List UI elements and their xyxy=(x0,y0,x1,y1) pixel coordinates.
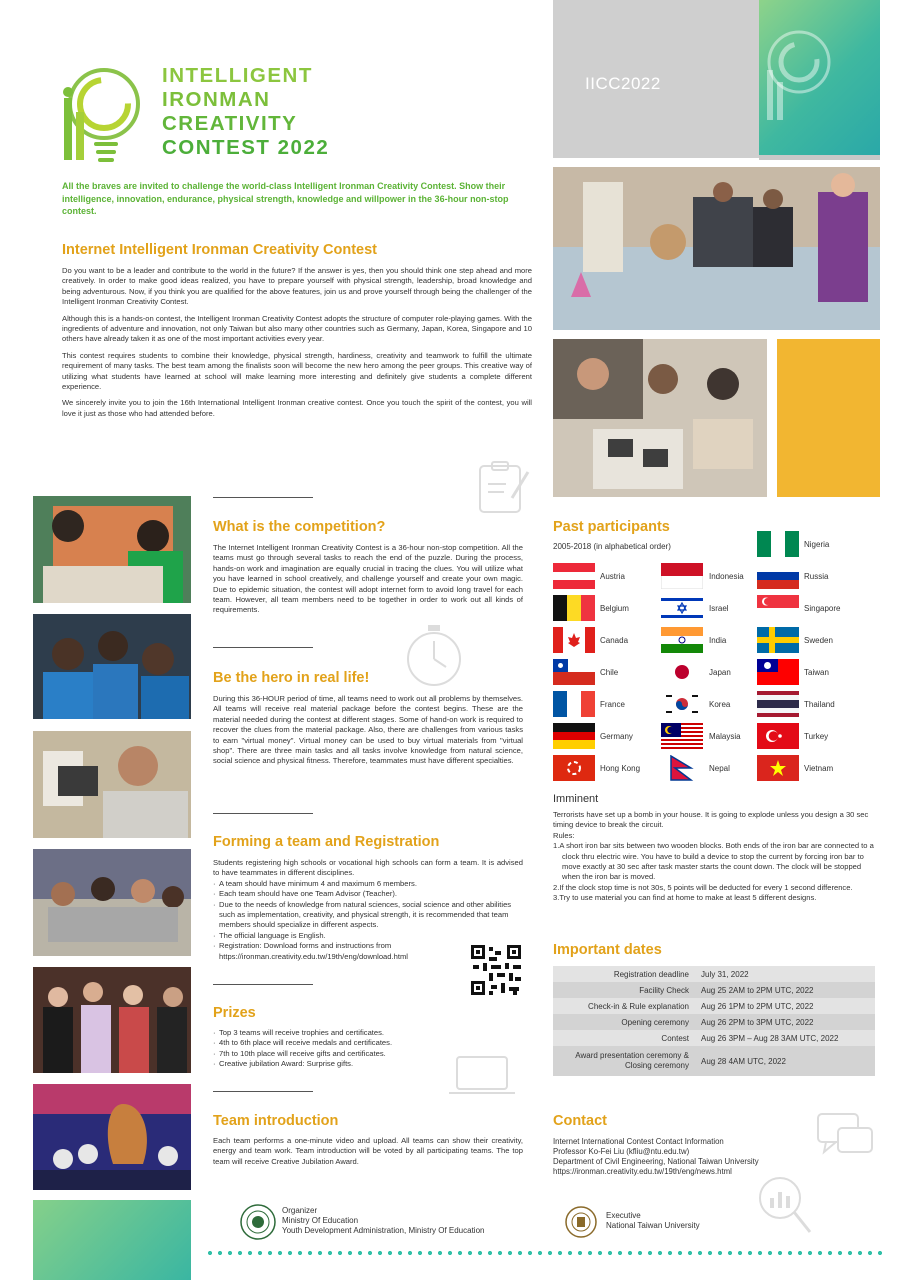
country-name: Taiwan xyxy=(804,668,829,677)
flag-russia-icon xyxy=(757,563,799,589)
photo-left-3 xyxy=(33,731,191,838)
flag-taiwan-icon xyxy=(757,659,799,685)
hero-text: During this 36-HOUR period of time, all teams need to work out all problems by themselves. All teams will receive real material package before the contest begins. These are the material needed during the contest at different stages. Some of hand-on work is required to recover the clues from the material package. Also, there are challenges from various tasks to earn "virtual money". Virtual money can be used to buy virtual materials from "virtual shop". There are three main tasks and all tasks involve knowledge from natural science, social science and physical fitness. Therefore, teammates must have different specialties. xyxy=(213,694,523,766)
tagline: All the braves are invited to challenge the world-class Intelligent Ironman Creativity Contest. Show their intelligence, innovation, endurance, physical strength, knowledge and willpower in the 36-hour non-stop contest. xyxy=(62,181,509,217)
country-name: Sweden xyxy=(804,636,833,645)
intro-body xyxy=(62,266,532,419)
divider xyxy=(213,1091,313,1092)
list-item: · Due to the needs of knowledge from natural sciences, social science and other abilities such as implementation, creativity, and physical strength, it is recommended that team members should specialize in different aspects. xyxy=(213,900,523,931)
executive-seal-icon xyxy=(565,1206,597,1243)
flag-canada-icon xyxy=(553,627,595,653)
past-title: Past participants xyxy=(553,519,670,535)
flag-indonesia-icon xyxy=(661,563,703,589)
country-name: Singapore xyxy=(804,604,841,613)
badge-panel xyxy=(553,0,759,158)
competition-title: What is the competition? xyxy=(213,519,386,535)
flag-malaysia-icon xyxy=(661,723,703,749)
photo-left-2 xyxy=(33,614,191,719)
imminent-intro: Terrorists have set up a bomb in your house. It is going to explode unless you design a 30 sec timing device to break the circuit. xyxy=(553,810,869,830)
photo-left-6 xyxy=(33,1084,191,1190)
flag-vietnam-icon xyxy=(757,755,799,781)
table-row xyxy=(553,1046,875,1076)
country-name: Korea xyxy=(709,700,731,709)
footer-dots xyxy=(205,1250,885,1256)
flag-japan-icon xyxy=(661,659,703,685)
table-row xyxy=(553,1014,875,1030)
country-name: France xyxy=(600,700,625,709)
flag-belgium-icon xyxy=(553,595,595,621)
contact-line: Internet International Contest Contact Information xyxy=(553,1137,724,1146)
list-item: · 4th to 6th place will receive medals and certificates. xyxy=(213,1038,513,1048)
clipboard-icon xyxy=(476,458,532,521)
country-name: Turkey xyxy=(804,732,829,741)
table-row xyxy=(553,966,875,982)
imminent-rule: 2.If the clock stop time is not 30s, 5 points will be deducted for every 1 second difference. xyxy=(553,882,853,892)
country-name: Hong Kong xyxy=(600,764,641,773)
magnifier-chart-icon xyxy=(754,1170,814,1245)
list-item: · Creative jubilation Award: Surprise gifts. xyxy=(213,1059,513,1069)
divider xyxy=(213,984,313,985)
country-name: Nepal xyxy=(709,764,730,773)
executive-label: Executive xyxy=(606,1211,641,1220)
team-intro-title: Team introduction xyxy=(213,1113,339,1129)
list-item: · Top 3 teams will receive trophies and certificates. xyxy=(213,1028,513,1038)
past-subtitle: 2005-2018 (in alphabetical order) xyxy=(553,542,671,551)
imminent-rules-label: Rules: xyxy=(553,830,575,840)
chat-bubble-icon xyxy=(816,1112,876,1167)
country-name: Malaysia xyxy=(709,732,741,741)
table-row xyxy=(553,998,875,1014)
list-item: · The official language is English. xyxy=(213,931,523,941)
organizer-line: Ministry Of Education xyxy=(282,1216,359,1225)
imminent-title: Imminent xyxy=(553,793,599,805)
accent-strip xyxy=(759,155,880,160)
country-name: Austria xyxy=(600,572,625,581)
gradient-panel xyxy=(759,0,880,155)
organizer-block xyxy=(282,1206,484,1236)
flag-israel-icon xyxy=(661,595,703,621)
divider xyxy=(213,813,313,814)
organizer-line: Youth Development Administration, Ministry Of Education xyxy=(282,1226,485,1235)
green-footer-block xyxy=(33,1200,191,1280)
country-name: Chile xyxy=(600,668,619,677)
photo-activity-2 xyxy=(553,339,767,497)
date-label: Award presentation ceremony & Closing ceremony xyxy=(575,1051,689,1070)
competition-text: The Internet Intelligent Ironman Creativity Contest is a 36-hour non-stop competition. All the teams must go through several tasks to reach the end of the puzzle. During the process, hands-on work and imagination are equally crucial in tracing the clues. You will utilize what you have learned in school creatively, and challenge yourself and create your own magic. Due to epidemic situation, the contest will adopt internet form to avoid long travel for each team. However, all team members need to be together in order to work out all kinds of requirements. xyxy=(213,543,523,615)
list-item: · Registration: Download forms and instructions from https://ironman.creativity.edu.tw/19th/eng/download.html xyxy=(213,941,463,962)
country-name: Indonesia xyxy=(709,572,744,581)
intro-paragraph: Do you want to be a leader and contribute to the world in the future? If the answer is yes, then you should think one step ahead and more creatively. In order to make good ideas realized, you have to prepare yourself with physical strength, leadership, broad knowledge and being adventurous. Now, if you think you are qualified for the above features, join us and prove yourself through being the challenger of the Intelligent Ironman Creativity Contest. xyxy=(62,266,532,307)
date-label: Check-in & Rule explanation xyxy=(588,1001,689,1011)
stopwatch-icon xyxy=(404,623,464,694)
photo-left-1 xyxy=(33,496,191,603)
date-value: Aug 26 3PM – Aug 28 3AM UTC, 2022 xyxy=(701,1033,839,1043)
orange-block xyxy=(777,339,880,497)
list-item: · Each team should have one Team Advisor (Teacher). xyxy=(213,889,523,899)
country-name: Nigeria xyxy=(804,540,830,549)
flag-austria-icon xyxy=(553,563,595,589)
contact-line: Department of Civil Engineering, National Taiwan University xyxy=(553,1157,759,1166)
country-name: Japan xyxy=(709,668,731,677)
logo-title-line: CREATIVITY xyxy=(162,112,298,135)
dates-title: Important dates xyxy=(553,942,662,958)
photo-activity-1 xyxy=(553,167,880,330)
date-value: Aug 26 2PM to 3PM UTC, 2022 xyxy=(701,1017,814,1027)
intro-title: Internet Intelligent Ironman Creativity Contest xyxy=(62,242,378,258)
date-value: July 31, 2022 xyxy=(701,969,749,979)
logo-title-line: CONTEST 2022 xyxy=(162,136,330,159)
bulb-watermark-icon xyxy=(759,0,880,155)
badge-text: IICC2022 xyxy=(585,74,661,93)
flag-korea-icon xyxy=(661,691,703,717)
prizes-title: Prizes xyxy=(213,1005,256,1021)
contact-line: Professor Ko-Fei Liu (kfliu@ntu.edu.tw) xyxy=(553,1147,690,1156)
team-title: Forming a team and Registration xyxy=(213,834,440,850)
contact-title: Contact xyxy=(553,1113,607,1129)
laptop-icon xyxy=(449,1053,519,1104)
country-name: Canada xyxy=(600,636,629,645)
country-name: Vietnam xyxy=(804,764,834,773)
flag-sweden-icon xyxy=(757,627,799,653)
logo-title xyxy=(162,64,382,160)
list-item: · A team should have minimum 4 and maximum 6 members. xyxy=(213,879,523,889)
date-label: Opening ceremony xyxy=(621,1017,689,1027)
divider xyxy=(213,497,313,498)
date-label: Facility Check xyxy=(639,985,689,995)
flag-hong-kong-icon xyxy=(553,755,595,781)
organizer-seal-icon xyxy=(240,1204,276,1245)
organizer-label: Organizer xyxy=(282,1206,318,1215)
team-intro-text: Each team performs a one-minute video and upload. All teams can show their creativity, energy and team work. Team introduction will be voted by all participating teams. The top team will receive Creative Jubilation Award. xyxy=(213,1136,523,1166)
date-value: Aug 25 2AM to 2PM UTC, 2022 xyxy=(701,985,814,995)
intro-paragraph: We sincerely invite you to join the 16th International Intelligent Ironman creative contest. Once you touch the spirit of the contest, you will love it just as those who had attended before. xyxy=(62,398,532,418)
imminent-rule: 3.Try to use material you can find at home to make at least 5 different designs. xyxy=(553,893,817,903)
executive-org: National Taiwan University xyxy=(606,1221,700,1230)
executive-block xyxy=(606,1211,700,1231)
country-name: Germany xyxy=(600,732,633,741)
country-name: Israel xyxy=(709,604,729,613)
contact-block xyxy=(553,1137,759,1177)
photo-left-4 xyxy=(33,849,191,956)
imminent-section xyxy=(553,810,878,904)
divider xyxy=(213,647,313,648)
photo-left-5 xyxy=(33,967,191,1073)
flag-nigeria-icon xyxy=(757,531,799,557)
date-label: Contest xyxy=(661,1033,689,1043)
flag-singapore-icon xyxy=(757,595,799,621)
flag-turkey-icon xyxy=(757,723,799,749)
flag-chile-icon xyxy=(553,659,595,685)
intro-paragraph: This contest requires students to combine their knowledge, physical strength, hardiness, creativity and teamwork to fulfill the ultimate requirement of many tasks. The best team among the finalists soon will become the new hero among the peer groups. This creative way of utilizing what students have learned at school will make learning more interesting and definitely give students a complete different experience. xyxy=(62,350,532,392)
flag-germany-icon xyxy=(553,723,595,749)
dates-table xyxy=(553,966,875,1076)
date-label: Registration deadline xyxy=(613,969,689,979)
flag-nepal-icon xyxy=(661,755,703,781)
flag-india-icon xyxy=(661,627,703,653)
hero-title: Be the hero in real life! xyxy=(213,670,370,686)
logo-title-line: IRONMAN xyxy=(162,88,271,111)
list-item: · 7th to 10th place will receive gifts and certificates. xyxy=(213,1049,513,1059)
intro-paragraph: Although this is a hands-on contest, the Intelligent Ironman Creativity Contest adopts the structure of computer role-playing games. With the ingredients of adventure and innovation, not only Taiwan but also many other countries such as Germany, Japan, Korea, Singapore and 10 others have already taken it as one of the most important activities every year. xyxy=(62,313,532,344)
date-value: Aug 26 1PM to 2PM UTC, 2022 xyxy=(701,1001,814,1011)
bulb-logo-icon xyxy=(60,62,160,164)
header-logo xyxy=(60,62,160,164)
country-name: Russia xyxy=(804,572,829,581)
country-name: India xyxy=(709,636,727,645)
logo-title-line: INTELLIGENT xyxy=(162,64,313,87)
imminent-rule: 1.A short iron bar sits between two wooden blocks. Both ends of the iron bar are connected to a clock thru electric wire. You have to build a device to stop the current by forcing iron bar to move exactly at 30 sec after task master starts the count down. The clock will be stopped when the iron bar is moved. xyxy=(553,841,874,882)
country-name: Thailand xyxy=(804,700,835,709)
contact-line: https://ironman.creativity.edu.tw/19th/eng/news.html xyxy=(553,1167,732,1176)
date-value: Aug 28 4AM UTC, 2022 xyxy=(701,1056,786,1066)
table-row xyxy=(553,982,875,998)
team-text: Students registering high schools or vocational high schools can form a team. It is advised to have teammates in different disciplines. xyxy=(213,858,523,878)
country-name: Belgium xyxy=(600,604,629,613)
flag-france-icon xyxy=(553,691,595,717)
table-row xyxy=(553,1030,875,1046)
flag-thailand-icon xyxy=(757,691,799,717)
qr-code-icon[interactable] xyxy=(469,943,523,997)
